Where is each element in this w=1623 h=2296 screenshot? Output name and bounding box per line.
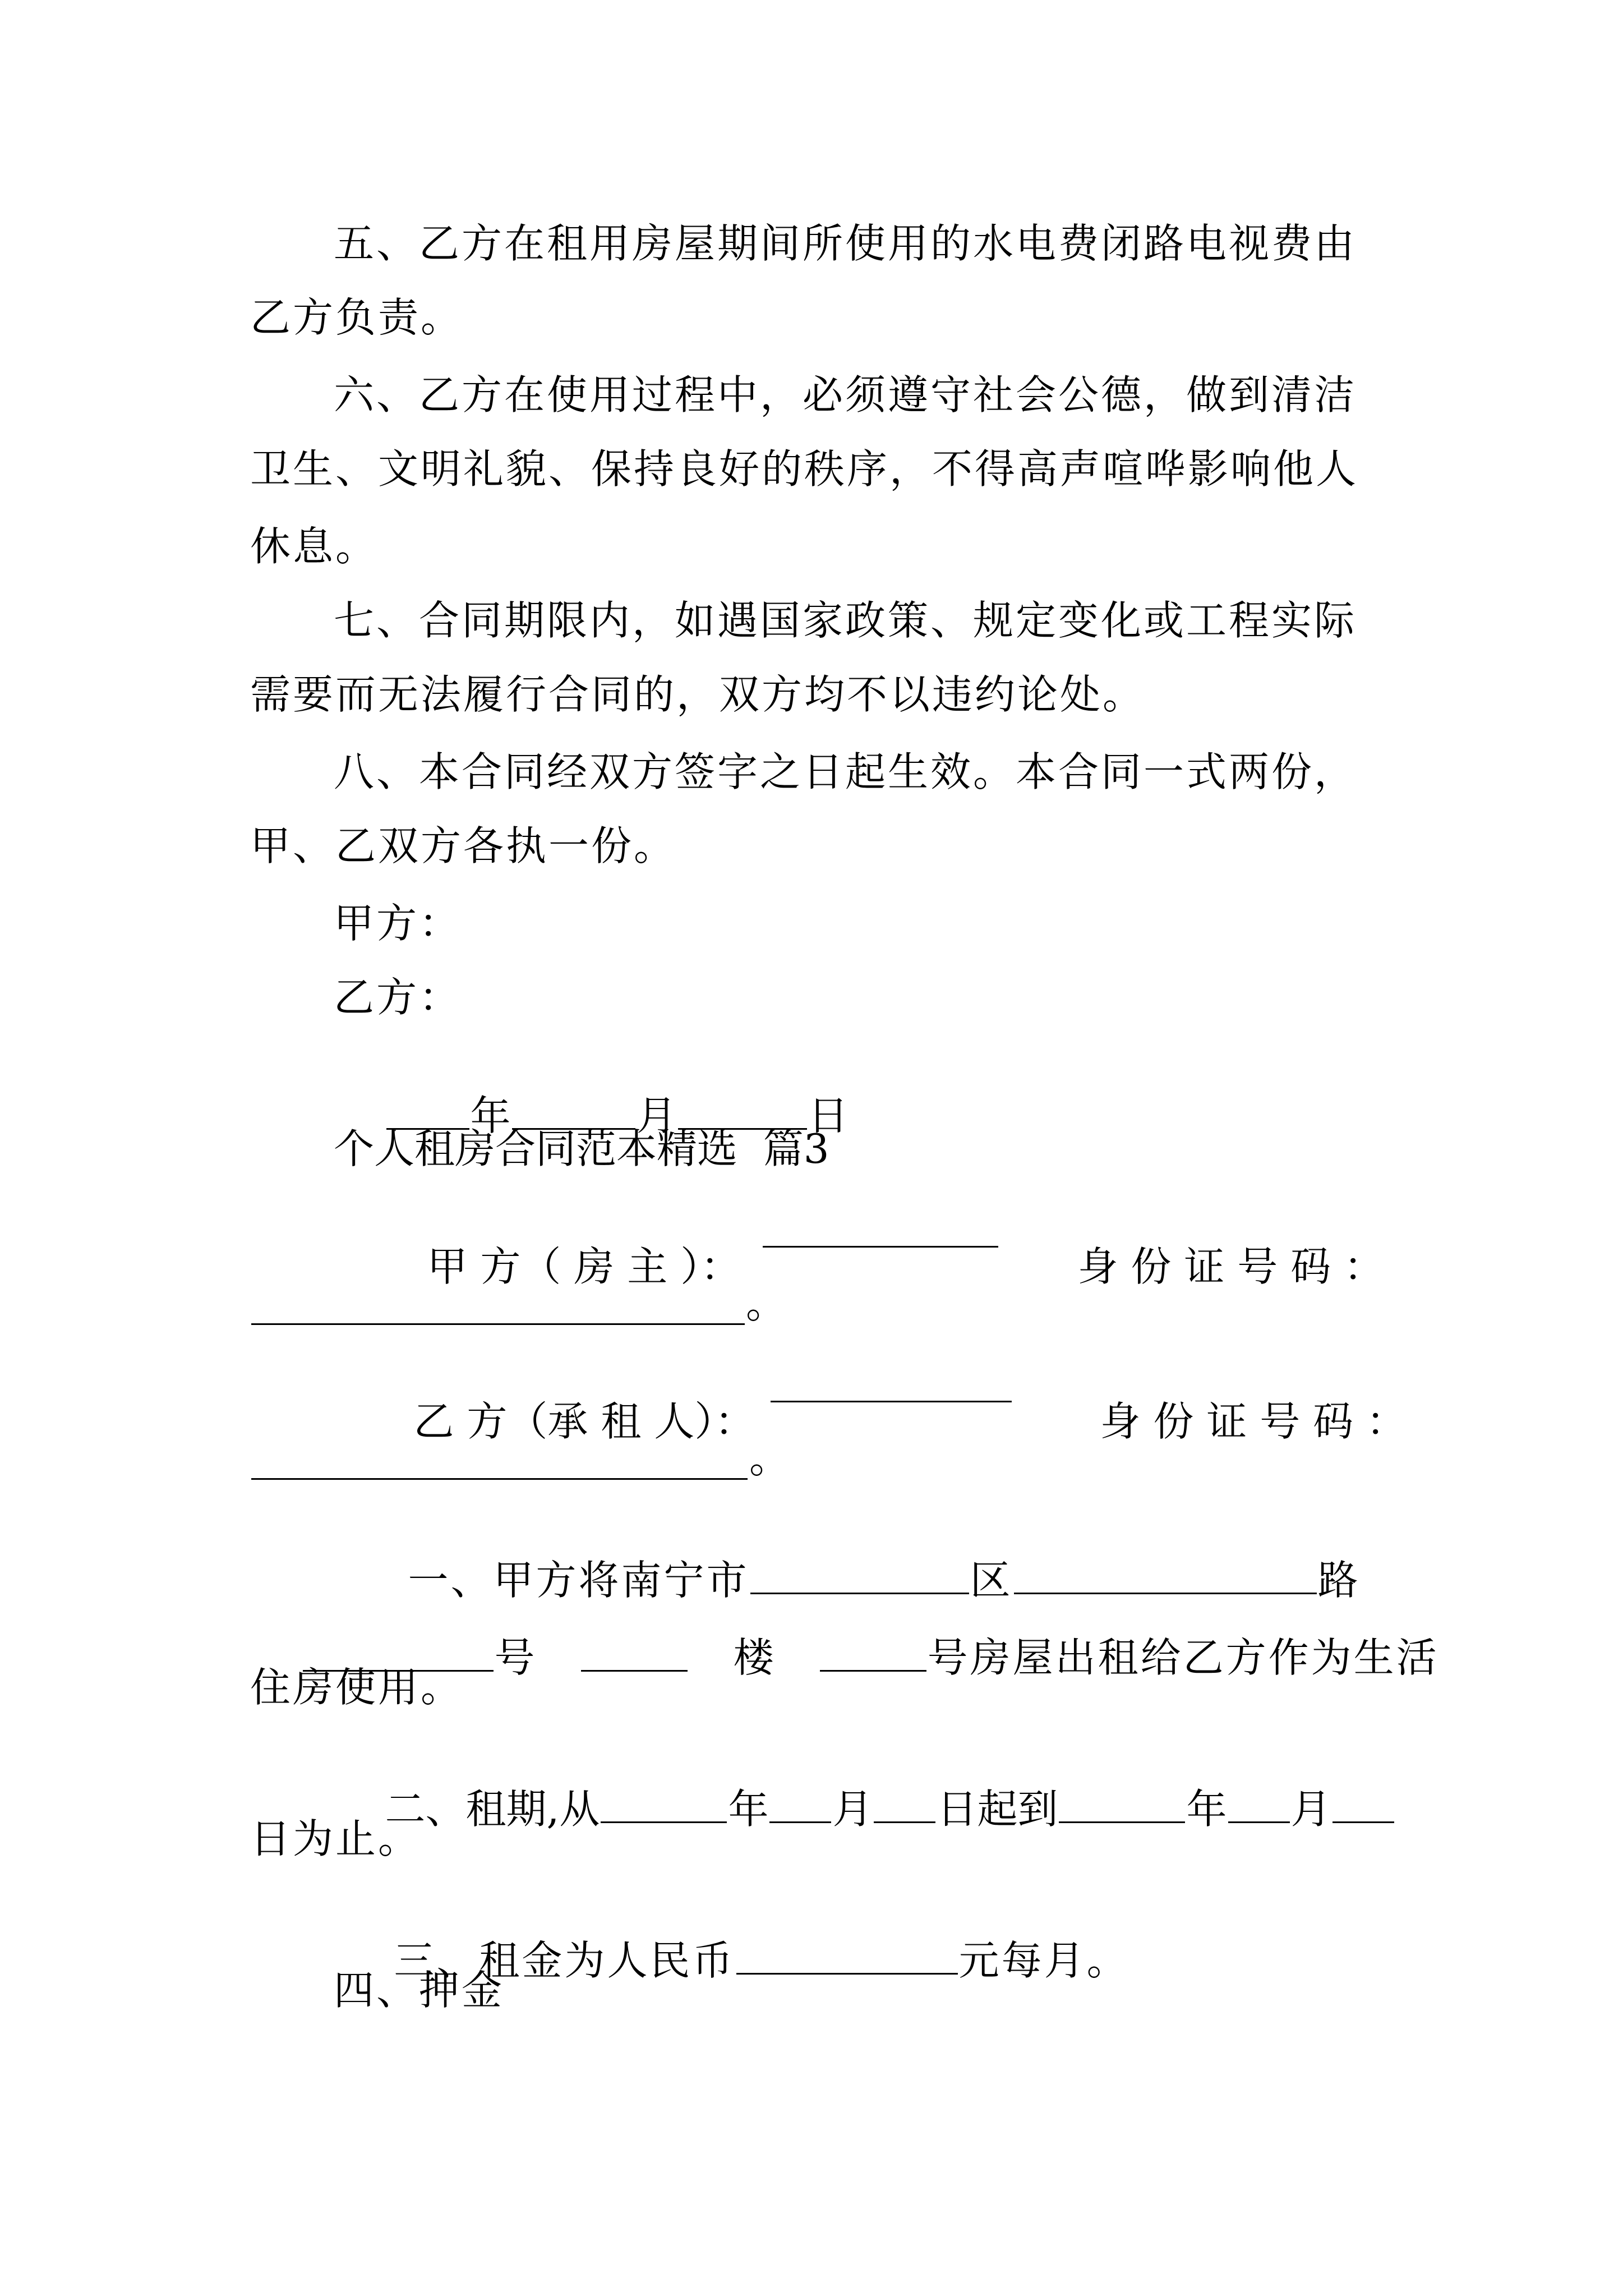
term1-rest: 号房屋出租给乙方作为生活 bbox=[927, 1634, 1439, 1681]
term1-number: 号 bbox=[494, 1634, 535, 1681]
end-day-blank bbox=[1332, 1785, 1394, 1823]
term1-road: 路 bbox=[1317, 1556, 1361, 1604]
clause-5-line-1: 五、乙方在租用房屋期间所使用的水电费闭路电视费由 bbox=[334, 220, 1357, 267]
landlord-name-blank bbox=[763, 1210, 998, 1248]
term1-prefix: 一、甲方将南宁市 bbox=[408, 1556, 749, 1604]
date-day: 日 bbox=[808, 1092, 849, 1139]
building-blank bbox=[581, 1634, 688, 1672]
term2-year1: 年 bbox=[728, 1785, 769, 1833]
tenant-label: 乙 方（承 租 人）： bbox=[413, 1398, 755, 1445]
term3-prefix: 三、租金为人民币 bbox=[394, 1936, 735, 1984]
clause-7-line-2: 需要而无法履行合同的，双方均不以违约论处。 bbox=[250, 671, 1146, 718]
clause-8-line-1: 八、本合同经双方签字之日起生效。本合同一式两份， bbox=[334, 748, 1357, 795]
landlord-id-label: 身 份 证 号 码 ： bbox=[1077, 1243, 1384, 1290]
term2-month2: 月 bbox=[1290, 1785, 1331, 1833]
clause-7-line-1: 七、合同期限内，如遇国家政策、规定变化或工程实际 bbox=[334, 597, 1357, 644]
rent-blank bbox=[736, 1936, 958, 1975]
clause-5-line-2: 乙方负责。 bbox=[250, 294, 464, 341]
end-year-blank bbox=[1059, 1785, 1185, 1823]
end-month-blank bbox=[1228, 1785, 1290, 1823]
landlord-id-line bbox=[1026, 1206, 1384, 1327]
room-blank bbox=[820, 1634, 926, 1672]
party-a-label: 甲方： bbox=[334, 900, 462, 947]
clause-6-line-1: 六、乙方在使用过程中，必须遵守社会公德，做到清洁 bbox=[334, 371, 1357, 418]
clause-6-line-3: 休息。 bbox=[250, 523, 379, 570]
term3-suffix: 元每月。 bbox=[958, 1936, 1129, 1984]
term-2-line-1 bbox=[334, 1745, 1395, 1870]
road-blank bbox=[1014, 1556, 1317, 1594]
section-title: 个人租房合同范本精选 篇3 bbox=[334, 1125, 829, 1172]
tenant-end: 。 bbox=[749, 1435, 790, 1482]
tenant-id-blank bbox=[251, 1442, 748, 1480]
start-month-blank bbox=[769, 1785, 831, 1823]
start-year-blank bbox=[601, 1785, 727, 1823]
landlord-id-blank bbox=[251, 1287, 745, 1325]
day-blank bbox=[678, 1092, 807, 1130]
tenant-id-label: 身 份 证 号 码 ： bbox=[1100, 1398, 1407, 1445]
month-blank bbox=[512, 1092, 635, 1130]
term2-month1: 月 bbox=[832, 1785, 873, 1833]
date-year: 年 bbox=[470, 1092, 511, 1139]
term2-prefix: 二、租期,从 bbox=[385, 1785, 600, 1833]
district-blank bbox=[750, 1556, 969, 1594]
term1-district: 区 bbox=[970, 1556, 1013, 1604]
landlord-label: 甲 方（ 房 主 ）： bbox=[427, 1243, 741, 1290]
term-1-line-3: 住房使用。 bbox=[250, 1664, 464, 1711]
term1-building: 楼 bbox=[733, 1634, 774, 1681]
clause-6-line-2: 卫生、文明礼貌、保持良好的秩序，不得高声喧哗影响他人 bbox=[250, 445, 1359, 493]
term-4-line: 四、押金 bbox=[334, 1967, 505, 2014]
start-day-blank bbox=[874, 1785, 935, 1823]
clause-8-line-2: 甲、乙双方各执一份。 bbox=[250, 822, 677, 869]
term-2-line-2: 日为止。 bbox=[250, 1815, 421, 1862]
date-month: 月 bbox=[636, 1092, 677, 1139]
term2-year2: 年 bbox=[1186, 1785, 1227, 1833]
tenant-id-line bbox=[1049, 1361, 1407, 1482]
term2-day1: 日起到 bbox=[937, 1785, 1058, 1833]
year-blank bbox=[386, 1092, 469, 1130]
landlord-end: 。 bbox=[746, 1280, 787, 1327]
party-b-label: 乙方： bbox=[334, 974, 462, 1021]
tenant-name-blank bbox=[771, 1365, 1012, 1402]
